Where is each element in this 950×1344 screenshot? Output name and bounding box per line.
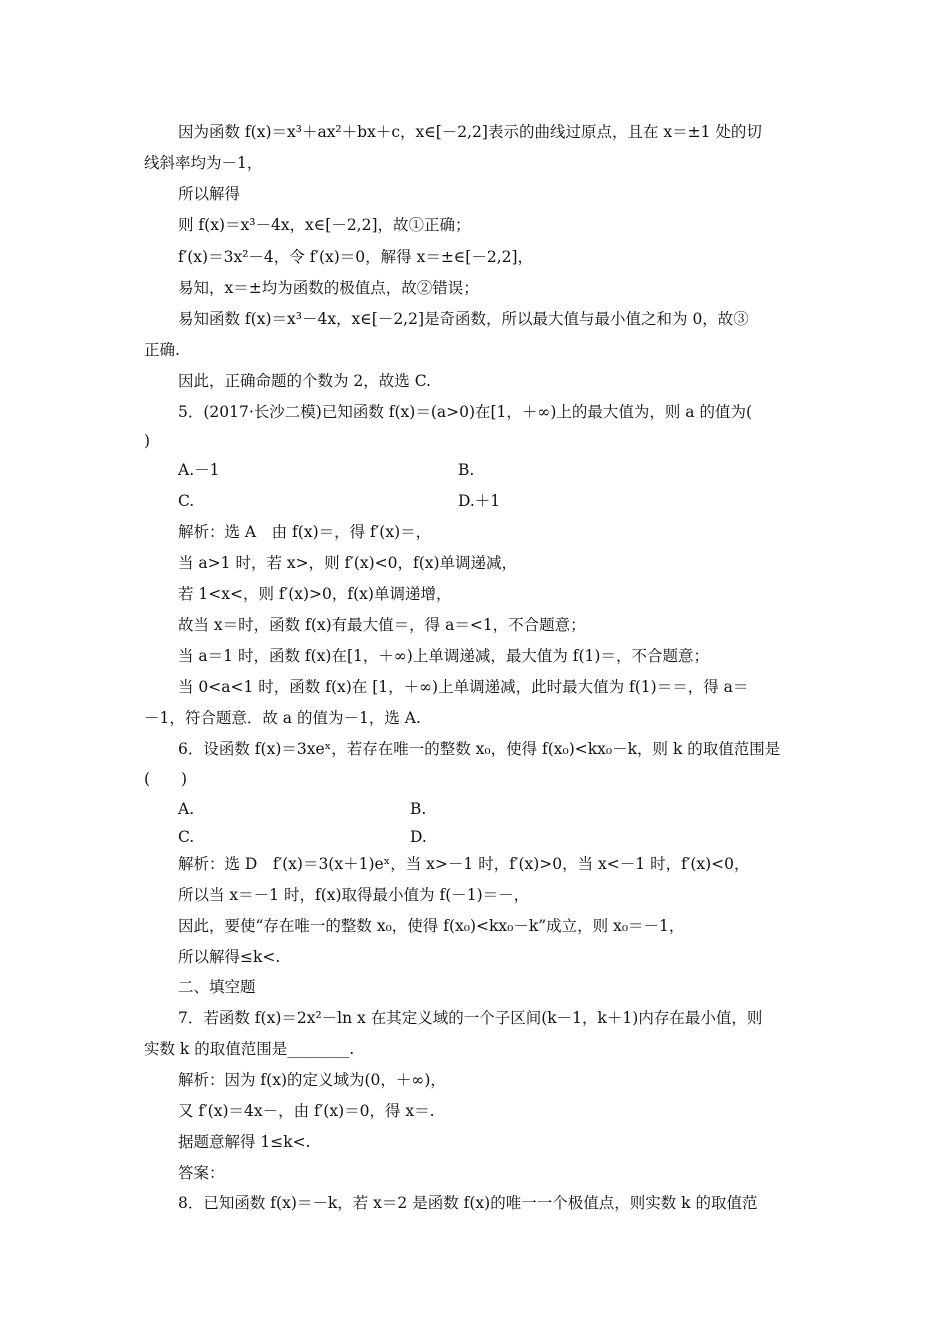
text-line: 正确. bbox=[144, 341, 180, 359]
text-line: 解析：选 A 由 f(x)＝，得 f′(x)＝， bbox=[178, 523, 432, 541]
text-line: 所以解得≤k<. bbox=[178, 948, 281, 966]
text-line: 所以解得 bbox=[178, 185, 241, 203]
text-line: ) bbox=[144, 432, 151, 450]
text-line: 因此，要使“存在唯一的整数 x₀，使得 f(x₀)<kx₀－k”成立，则 x₀＝－1， bbox=[178, 917, 685, 935]
text-line: 则 f(x)＝x³－4x，x∈[－2,2]，故①正确； bbox=[178, 216, 471, 234]
option-d: D. bbox=[410, 828, 427, 846]
question-7-stem: 7．若函数 f(x)＝2x²－ln x 在其定义域的一个子区间(k－1，k＋1)内存在最小值，则 bbox=[178, 1009, 763, 1027]
text-line: 易知函数 f(x)＝x³－4x，x∈[－2,2]是奇函数，所以最大值与最小值之和为 0，故③ bbox=[178, 310, 749, 328]
text-line: 因此，正确命题的个数为 2，故选 C. bbox=[178, 372, 431, 390]
question-8-stem: 8．已知函数 f(x)＝－k，若 x＝2 是函数 f(x)的唯一一个极值点，则实数 k 的取值范 bbox=[178, 1194, 758, 1212]
option-c: C. bbox=[178, 492, 195, 510]
text-line: 所以当 x＝－1 时，f(x)取得最小值为 f(－1)＝－， bbox=[178, 886, 530, 904]
text-line: 当 0<a<1 时，函数 f(x)在 [1，＋∞)上单调递减，此时最大值为 f(1)＝＝，得 a＝ bbox=[178, 678, 749, 696]
text-line: －1，符合题意．故 a 的值为－1，选 A. bbox=[144, 709, 421, 727]
question-5-stem: 5．(2017·长沙二模)已知函数 f(x)＝(a>0)在[1，＋∞)上的最大值为，则 a 的值为( bbox=[178, 403, 753, 421]
text-line: 故当 x＝时，函数 f(x)有最大值＝，得 a＝<1，不合题意； bbox=[178, 616, 586, 634]
text-line: 解析：因为 f(x)的定义域为(0，＋∞)， bbox=[178, 1071, 446, 1089]
section-heading: 二、填空题 bbox=[178, 978, 256, 996]
option-d: D.＋1 bbox=[458, 492, 501, 510]
text-line: 又 f′(x)＝4x－，由 f′(x)＝0，得 x＝. bbox=[178, 1102, 435, 1120]
text-line: 当 a>1 时，若 x>，则 f′(x)<0，f(x)单调递减， bbox=[178, 554, 518, 572]
text-line: 线斜率均为－1， bbox=[144, 154, 263, 172]
text-line: ( ) bbox=[144, 770, 188, 788]
option-a: A.－1 bbox=[178, 461, 220, 479]
answer-label: 答案： bbox=[178, 1164, 225, 1182]
text-line: 实数 k 的取值范围是________. bbox=[144, 1040, 355, 1058]
text-line: 若 1<x<，则 f′(x)>0，f(x)单调递增， bbox=[178, 585, 452, 603]
option-a: A. bbox=[178, 800, 195, 818]
question-6-stem: 6．设函数 f(x)＝3xeˣ，若存在唯一的整数 x₀，使得 f(x₀)<kx₀－k，则 k 的取值范围是 bbox=[178, 740, 781, 758]
text-line: 易知，x＝±均为函数的极值点，故②错误； bbox=[178, 279, 479, 297]
text-line: f′(x)＝3x²－4，令 f′(x)＝0，解得 x＝±∈[－2,2]， bbox=[178, 248, 534, 266]
text-line: 解析：选 D f′(x)＝3(x＋1)eˣ，当 x>－1 时，f′(x)>0，当 x<－1 时，f′(x)<0， bbox=[178, 855, 750, 873]
text-line: 因为函数 f(x)＝x³＋ax²＋bx＋c，x∈[－2,2]表示的曲线过原点，且在 x＝±1 处的切 bbox=[178, 123, 762, 141]
text-line: 当 a＝1 时，函数 f(x)在[1，＋∞)上单调递减，最大值为 f(1)＝，不合题意； bbox=[178, 647, 709, 665]
option-b: B. bbox=[458, 461, 475, 479]
option-c: C. bbox=[178, 828, 195, 846]
option-b: B. bbox=[410, 800, 427, 818]
text-line: 据题意解得 1≤k<. bbox=[178, 1133, 311, 1151]
